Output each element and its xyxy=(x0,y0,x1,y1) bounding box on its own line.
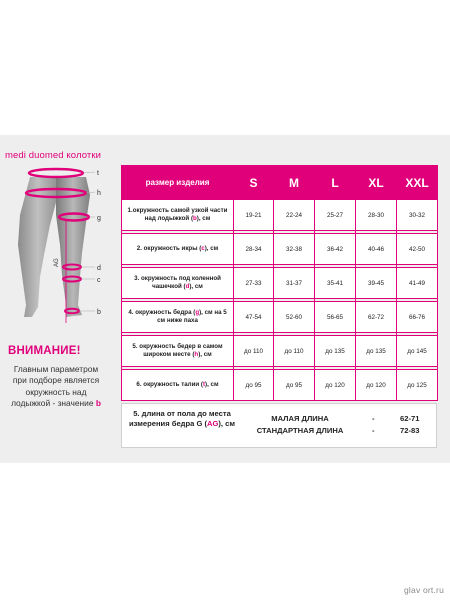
size-value-cell: 52-60 xyxy=(274,302,315,333)
size-table xyxy=(121,165,438,401)
size-value-cell: 19-21 xyxy=(234,200,274,231)
size-value-cell: до 125 xyxy=(397,370,438,401)
row-label xyxy=(122,268,234,299)
row-label-letter: g xyxy=(195,308,200,316)
row-label xyxy=(122,200,234,231)
size-value-cell: до 135 xyxy=(315,336,356,367)
row-label xyxy=(122,336,234,367)
size-value-cell: 27-33 xyxy=(234,268,274,299)
leg-diagram xyxy=(0,165,112,325)
size-value-cell: до 135 xyxy=(356,336,397,367)
size-value-cell: 66-76 xyxy=(397,302,438,333)
row-label-letter: t xyxy=(202,380,206,388)
label-c: c xyxy=(97,277,101,284)
warning-line-2: при подборе является xyxy=(12,375,100,386)
size-value-cell: 47-54 xyxy=(234,302,274,333)
row-label-letter: c xyxy=(201,244,205,252)
size-value-cell: 36-42 xyxy=(315,234,356,265)
length-label-letter: AG xyxy=(207,419,219,428)
label-g: g xyxy=(97,215,101,222)
header-size-xl: XL xyxy=(356,166,397,200)
table-row xyxy=(122,268,438,299)
row-label-text: 6. окружность талии ( xyxy=(136,380,203,388)
top-band xyxy=(0,0,450,135)
size-value-cell: 40-46 xyxy=(356,234,397,265)
size-value-cell: 56-65 xyxy=(315,302,356,333)
size-value-cell: до 145 xyxy=(397,336,438,367)
length-standard-name: СТАНДАРТНАЯ ДЛИНА xyxy=(256,426,344,435)
row-label-suffix: ), см на 5 см ниже паха xyxy=(157,308,227,324)
size-value-cell: 42-50 xyxy=(397,234,438,265)
row-label-text: 1.окружность самой узкой части над лодыжкой ( xyxy=(127,206,228,222)
size-value-cell: до 120 xyxy=(356,370,397,401)
size-value-cell: 25-27 xyxy=(315,200,356,231)
warning-title: ВНИМАНИЕ! xyxy=(8,345,81,357)
warning-highlight: b xyxy=(95,398,101,409)
warning-line-3: окружность над xyxy=(25,386,87,397)
row-label xyxy=(122,302,234,333)
measure-ring-t xyxy=(29,169,83,177)
row-label-suffix: ), см xyxy=(196,215,211,222)
row-label-suffix: ), см xyxy=(204,244,219,252)
size-value-cell: до 95 xyxy=(274,370,315,401)
row-label xyxy=(122,234,234,265)
header-size-m: M xyxy=(274,166,315,200)
row-label xyxy=(122,370,234,401)
label-h: h xyxy=(97,190,101,197)
size-value-cell: до 120 xyxy=(315,370,356,401)
brand-title: medi duomed колотки xyxy=(5,150,101,161)
row-label-text: 4. окружность бедра ( xyxy=(128,308,196,316)
length-short-name: МАЛАЯ ДЛИНА xyxy=(271,414,329,423)
row-label-letter: d xyxy=(185,283,190,290)
label-ag: AG xyxy=(54,258,60,267)
table-row xyxy=(122,370,438,401)
row-label-suffix: ), см xyxy=(189,283,203,290)
length-short-dash: - xyxy=(372,414,375,423)
size-value-cell: 35-41 xyxy=(315,268,356,299)
length-box xyxy=(121,403,437,448)
length-label-text: 5. длина от пола до места измерения бедра G ( xyxy=(129,409,231,428)
length-standard-row xyxy=(250,426,430,437)
size-value-cell: 32-38 xyxy=(274,234,315,265)
label-d: d xyxy=(97,265,101,272)
size-value-cell: 28-34 xyxy=(234,234,274,265)
length-standard-value: 72-83 xyxy=(400,426,420,435)
size-value-cell: 41-49 xyxy=(397,268,438,299)
size-value-cell: 31-37 xyxy=(274,268,315,299)
size-value-cell: до 95 xyxy=(234,370,274,401)
table-row xyxy=(122,336,438,367)
size-value-cell: 39-45 xyxy=(356,268,397,299)
size-value-cell: до 110 xyxy=(274,336,315,367)
header-size-s: S xyxy=(234,166,274,200)
table-row xyxy=(122,302,438,333)
table-row xyxy=(122,200,438,231)
warning-text xyxy=(0,364,112,410)
row-label-text: 3. окружность под коленной чашечкой ( xyxy=(134,274,221,290)
size-value-cell: 28-30 xyxy=(356,200,397,231)
length-short-row xyxy=(250,414,430,425)
table-row xyxy=(122,234,438,265)
size-value-cell: до 110 xyxy=(234,336,274,367)
label-t: t xyxy=(97,170,99,177)
header-size-xxl: XXL xyxy=(397,166,438,200)
table-header-row xyxy=(122,166,438,200)
watermark: glav ort.ru xyxy=(404,585,444,595)
size-value-cell: 30-32 xyxy=(397,200,438,231)
row-label-suffix: ), см xyxy=(198,351,212,358)
row-label-text: 5. окружность бедер в самом широком месте ( xyxy=(132,342,223,358)
length-label xyxy=(128,409,236,429)
row-label-letter: b xyxy=(193,215,197,222)
length-label-suffix: ), см xyxy=(218,419,235,428)
header-size-label: размер изделия xyxy=(122,166,234,200)
length-short-value: 62-71 xyxy=(400,414,420,423)
size-value-cell: 62-72 xyxy=(356,302,397,333)
row-label-text: 2. окружность икры ( xyxy=(136,244,202,252)
label-b: b xyxy=(97,309,101,316)
row-label-suffix: ), см xyxy=(205,380,219,388)
size-value-cell: 22-24 xyxy=(274,200,315,231)
header-size-l: L xyxy=(315,166,356,200)
row-label-letter: h xyxy=(194,351,199,358)
warning-line-4: лодыжкой - значение xyxy=(11,398,94,409)
length-standard-dash: - xyxy=(372,426,375,435)
warning-line-1: Главным параметром xyxy=(13,364,99,374)
